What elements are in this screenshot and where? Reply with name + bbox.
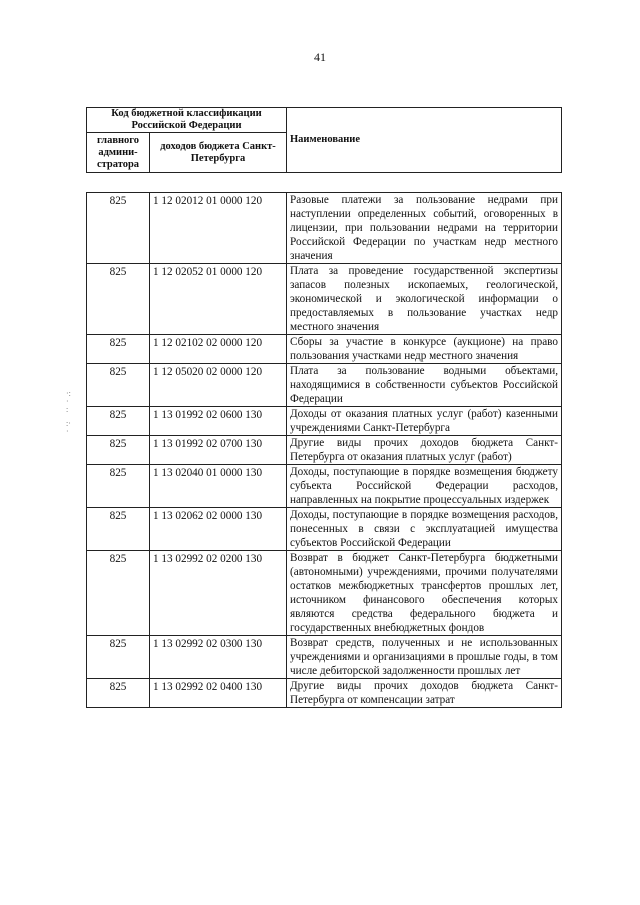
admin-code-cell: 825: [87, 465, 150, 508]
income-code-cell: 1 13 02992 02 0200 130: [150, 551, 287, 636]
income-code-cell: 1 13 02040 01 0000 130: [150, 465, 287, 508]
column-income-header: доходов бюджета Санкт-Петербурга: [150, 133, 287, 173]
name-cell: Доходы, поступающие в порядке возмещения расходов, понесенных в связи с эксплуатацией имущества субъектов Российской Федерации: [287, 508, 562, 551]
income-code-cell: 1 13 02992 02 0400 130: [150, 679, 287, 708]
income-code-cell: 1 12 02052 01 0000 120: [150, 264, 287, 335]
admin-code-cell: 825: [87, 407, 150, 436]
table-row: [87, 636, 562, 679]
margin-mark: ·: · :: [66, 389, 71, 414]
admin-code-cell: 825: [87, 508, 150, 551]
column-name-header: Наименование: [287, 108, 562, 173]
table-row: [87, 465, 562, 508]
classification-table: [86, 192, 562, 708]
name-cell: Плата за проведение государственной экспертизы запасов полезных ископаемых, геологической, экономической и экологической информации о предоставляемых в пользование участках недр местного значения: [287, 264, 562, 335]
table-row: [87, 407, 562, 436]
admin-code-cell: 825: [87, 679, 150, 708]
table-row: [87, 364, 562, 407]
income-code-cell: 1 12 02012 01 0000 120: [150, 193, 287, 264]
table-row: [87, 508, 562, 551]
table-row: [87, 436, 562, 465]
income-code-cell: 1 12 05020 02 0000 120: [150, 364, 287, 407]
name-cell: Другие виды прочих доходов бюджета Санкт-Петербурга от компенсации затрат: [287, 679, 562, 708]
admin-code-cell: 825: [87, 636, 150, 679]
table-row: [87, 264, 562, 335]
table-row: [87, 335, 562, 364]
income-code-cell: 1 13 01992 02 0700 130: [150, 436, 287, 465]
name-cell: Возврат в бюджет Санкт-Петербурга бюджетными (автономными) учреждениями, прочими получателями остатков межбюджетных трансфертов прошлых лет, источником финансового обеспечения которых являются средства федерального бюджета и государственных внебюджетных фондов: [287, 551, 562, 636]
admin-code-cell: 825: [87, 193, 150, 264]
name-cell: Сборы за участие в конкурсе (аукционе) на право пользования участками недр местного значения: [287, 335, 562, 364]
admin-code-cell: 825: [87, 364, 150, 407]
page-number: 41: [314, 50, 326, 64]
column-admin-header: главного админи-стратора: [87, 133, 150, 173]
name-cell: Возврат средств, полученных и не использованных учреждениями и организациями в прошлые годы, в том числе дебиторской задолженности прошлых лет: [287, 636, 562, 679]
table-row: [87, 551, 562, 636]
name-cell: Доходы от оказания платных услуг (работ) казенными учреждениями Санкт-Петербурга: [287, 407, 562, 436]
admin-code-cell: 825: [87, 264, 150, 335]
margin-mark: :· ·: [66, 419, 71, 436]
name-cell: Другие виды прочих доходов бюджета Санкт-Петербурга от оказания платных услуг (работ): [287, 436, 562, 465]
income-code-cell: 1 13 01992 02 0600 130: [150, 407, 287, 436]
table-row: [87, 679, 562, 708]
admin-code-cell: 825: [87, 436, 150, 465]
admin-code-cell: 825: [87, 551, 150, 636]
name-cell: Доходы, поступающие в порядке возмещения бюджету субъекта Российской Федерации расходов, направленных на покрытие процессуальных издержек: [287, 465, 562, 508]
admin-code-cell: 825: [87, 335, 150, 364]
income-code-cell: 1 13 02992 02 0300 130: [150, 636, 287, 679]
name-cell: Плата за пользование водными объектами, находящимися в собственности субъектов Российской Федерации: [287, 364, 562, 407]
name-cell: Разовые платежи за пользование недрами при наступлении определенных событий, оговоренных в лицензии, при пользовании недрами на территории Российской Федерации по участкам недр местного значения: [287, 193, 562, 264]
group-title: Код бюджетной классификации Российской Федерации: [87, 108, 287, 133]
table-row: [87, 193, 562, 264]
income-code-cell: 1 13 02062 02 0000 130: [150, 508, 287, 551]
table-header: [86, 107, 562, 173]
income-code-cell: 1 12 02102 02 0000 120: [150, 335, 287, 364]
